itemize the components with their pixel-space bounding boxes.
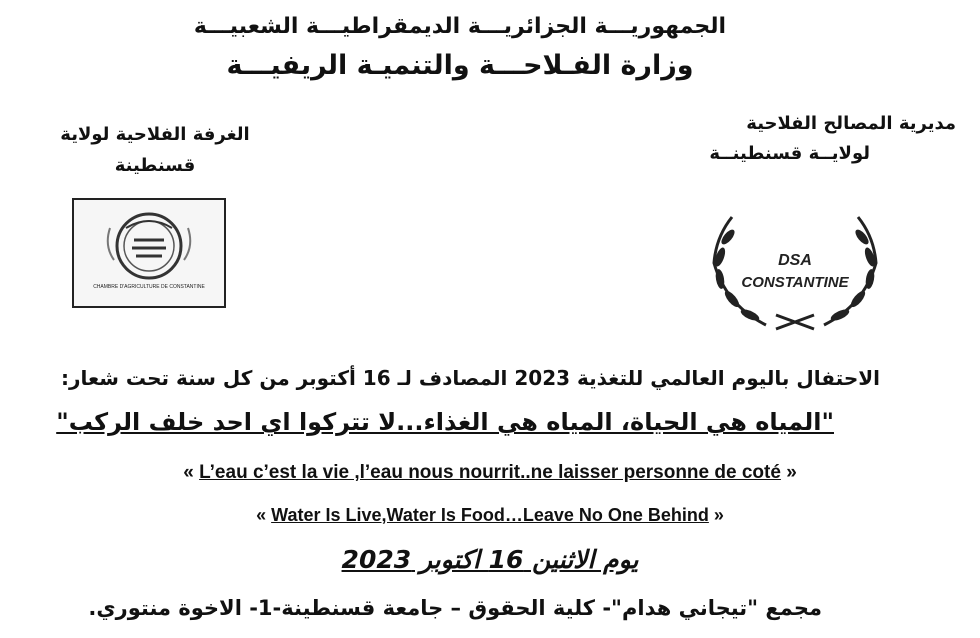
left-org-name: الغرفة الفلاحية لولاية bbox=[60, 124, 250, 145]
quote-mark: » bbox=[786, 462, 797, 483]
event-date: يوم الاثنين 16 اكتوبر 2023 bbox=[341, 545, 639, 574]
chamber-emblem-icon bbox=[74, 200, 224, 306]
ministry-title: وزارة الفـلاحـــة والتنميـة الريفيـــة bbox=[226, 50, 694, 81]
quote-mark: « bbox=[256, 505, 267, 525]
event-theme: الاحتفال باليوم العالمي للتغذية 2023 المصادف لـ 16 أكتوبر من كل سنة تحت شعار: bbox=[60, 366, 880, 390]
slogan-french bbox=[0, 462, 980, 484]
slogan-english-text: Water Is Live,Water Is Food…Leave No One Behind bbox=[271, 505, 709, 525]
right-org-wilaya: لولايــة قسنطينــة bbox=[709, 143, 870, 164]
dsa-logo bbox=[706, 207, 884, 337]
quote-mark: « bbox=[183, 462, 194, 483]
slogan-arabic: "المياه هي الحياة، المياه هي الغذاء...لا تتركوا اي احد خلف الركب" bbox=[56, 408, 834, 436]
dsa-logo-subtitle: CONSTANTINE bbox=[741, 274, 849, 291]
left-org-wilaya: قسنطينة bbox=[114, 155, 196, 176]
dsa-logo-title: DSA bbox=[778, 252, 812, 269]
slogan-french-text: L’eau c’est la vie ,l’eau nous nourrit..ne laisser personne de coté bbox=[199, 462, 781, 483]
chamber-logo-text: CHAMBRE D'AGRICULTURE DE CONSTANTINE bbox=[93, 284, 205, 290]
republic-title: الجمهوريـــة الجزائريـــة الديمقراطيـــة الشعبيـــة bbox=[193, 14, 727, 39]
chamber-agriculture-logo bbox=[72, 198, 226, 308]
slogan-english bbox=[0, 505, 980, 526]
right-org-name: مديرية المصالح الفلاحية bbox=[746, 113, 956, 134]
quote-mark: » bbox=[713, 505, 724, 525]
event-venue: مجمع "تيجاني هدام"- كلية الحقوق – جامعة قسنطينة-1- الاخوة منتوري. bbox=[88, 596, 822, 620]
laurel-wreath-icon bbox=[713, 217, 877, 329]
